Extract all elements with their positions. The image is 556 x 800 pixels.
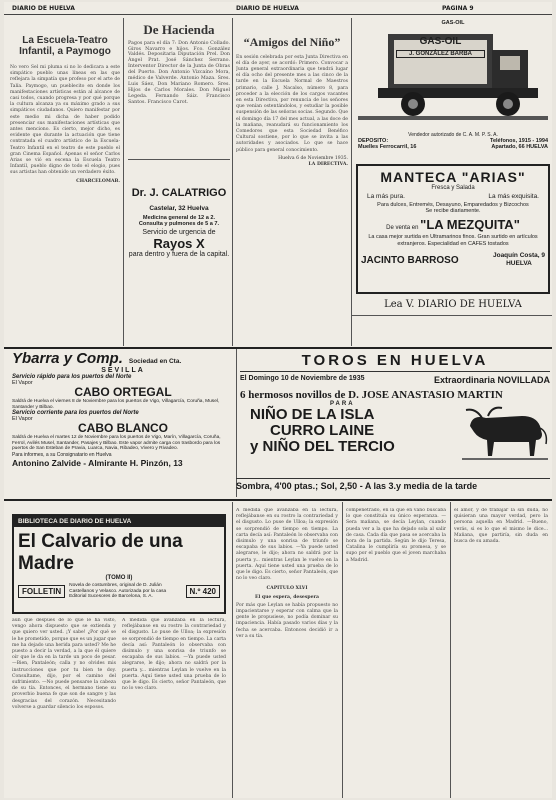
- mid-col-1: [122, 618, 226, 796]
- toros-title: TOROS EN HUELVA: [240, 352, 550, 372]
- toros-torero1: NIÑO DE LA ISLA: [250, 406, 375, 423]
- escuela-body: No vero Sel mi pluma si no lo dedicara a este simpático pueblo unas líneas en las que reflejara la simpatía que profeso por el arte de Talía. Paymogo, un pueblecito en donde los manifestaciones artísticas están al alcance de casi todos, cuando progresa y por qué porque la cultura alcanza ya su máximo grado a sus simpáticos ciudadanos. Quiero manifestar por este medio mi dicha de haber podido presenciar sus manifestaciones artísticas que antes menciono. Es cierto, mejor dicho, es evidente que durante la actuación que tiene contratada el cuadro artístico de la Escuela-Teatro Infantil en el teatro de este pueblo el gran Cinema Español. Apenas el señor Carlos Arias se vió en escena la Escuela Teatro Infantil, pueblo digno de todo el elogio, pues sus artistas han obtenido un verdadero éxito.: [10, 65, 120, 176]
- calatrigo-title: Dr. J. CALATRIGO: [131, 187, 227, 199]
- amigos-sign: LA DIRECTIVA.: [308, 162, 348, 168]
- toros-novillos: 6 hermosos novillos de D. JOSE ANASTASIO MARTIN: [240, 389, 503, 401]
- ybarra-agent: Antonino Zalvide - Almirante H. Pinzón, 13: [12, 457, 183, 468]
- toros-torero3: y NIÑO DEL TERCIO: [250, 438, 395, 455]
- manteca-addr2: HUELVA: [506, 260, 532, 267]
- mid-body4: el amor, y de trabajar la sin duda, no quisieran una mayor verdad, pero la persona aquella en Madrid. —Bueno, verás, si es lo que el mismo le dice... Mañana, que partiría, sin duda en busca de su amada.: [454, 508, 548, 545]
- ybarra-service2: Servicio corriente para los puertos del Norte: [12, 410, 139, 417]
- calatrigo-scope: para dentro y fuera de la capital.: [128, 250, 230, 258]
- mid-body1-cont: A medida que avanzaba en la lectura, reflejábanse en su rostro la contrariedad y el disgusto. Lo puse de Ulloa; la expresión se sorprendió de tiempo en tiempo. La carta decía así: Pantaleón lo observaba con disimulo y una sonrisa de triunfo se escapaba de sus labios. —Ya puede usted alegrarse, le dijo; ahora no saldrá por la puerta y... mientras Leylan le vuelve en la puerta. Aquí tiene usted una prueba de lo que le digo. Es cierto, señor Pantaleón, que no lo veo claro.: [236, 508, 338, 582]
- hacienda-article: [128, 20, 230, 160]
- gasoil-apartado: Apartado, 66 HUELVA: [491, 144, 548, 150]
- ybarra-ship2-route: Saldrá de Huelva el martes 12 de Noviembre para los puertos de Vigo, Marín, Villagarcía, Coruña, Ferrol, Avilés Musel, Santander, Pasajes y Bilbao. Este vapor admite carga con trasbordo para los puertos de San Esteban de Pravia, Luarca, Navia, Ribadeo, Vivero y Rivadeo.: [12, 435, 221, 452]
- ybarra-info: Para informes, a su Consignatario en Huelva: [12, 451, 112, 458]
- toros-para: PARA: [330, 401, 355, 407]
- gasoil-header: GAS-OIL: [441, 20, 465, 26]
- manteca-subtitle: Fresca y Salada: [431, 185, 475, 191]
- hacienda-title: De Hacienda: [143, 22, 215, 37]
- calvario-title: El Calvario de una Madre: [18, 531, 183, 574]
- hacienda-body: Pagos para el día 7: Don Antonio Collado. Giros Navarro e hijos. Fco. González Valdés. Depositaria Diputación Prel. Don Ángel Prat. José Sánchez Serrano. Interventor Director de la Junta de Obras del Puerto. Don Antonio Vizcaíno Mora, médico de Valverde. Antonio Maza. Sres. Luis Sáez, Don Mariano Romero. Sres. Hijos de Carlos Morales. Don Miguel Legeda. Fernando Sáiz. Francisco Santos. Francisco Carot.: [128, 40, 230, 105]
- toros-prices: Sombra, 4'00 ptas.; Sol, 2,50 - A las 3.y media de la tarde: [236, 478, 550, 491]
- calatrigo-rayos: Rayos X: [153, 235, 205, 251]
- header-center: DIARIO DE HUELVA: [236, 5, 299, 12]
- toros-ad: [236, 352, 550, 497]
- escuela-title: La Escuela-Teatro Infantil, a Paymogo: [19, 35, 111, 57]
- lea-diario-ad: Lea V. DIARIO DE HUELVA: [384, 299, 522, 310]
- manteca-addr1: Joaquín Costa, 9: [492, 252, 545, 259]
- calvario-note1: Novela de costumbres, original de D. Julián Castellanos y Velasco.: [69, 583, 162, 594]
- manteca-store-desc: La casa mejor surtida en Ultramarinos finos. Gran surtido en artículos extranjeros. Especialidad en CAFES tostados: [368, 234, 538, 247]
- calvario-folletin: FOLLETIN: [18, 585, 65, 598]
- calatrigo-address: Castelar, 32 Huelva: [149, 204, 209, 212]
- ybarra-vapor1: El Vapor: [12, 380, 33, 386]
- calvario-note2: Autorizada por la casa Editorial Sucesores de Barcelona, S. A.: [69, 588, 167, 600]
- calvario-body: aun que después de lo que le ha visto, vengo ahora dispuesto que se extienda y que quiero ver usted. ¡Y sabe! ¿Por qué se le he prometido, porque que es un jugar que me ha dejado una herida para usted? Me he puesto a decir la verdad, a la que él quiere oír que le da en la tarde un poco de pesar. —Bien, Pantaleón; calla y no olvides mis instrucciones que por tu bien te doy. Consultame, dijo, por el camino del sufrimiento. —No puede pensarse la cabeza de su tía. Entonces, el hermano tiene su proverbio buena fe que son de sangre y las desgracias del corazón. Necesitando volverse a guardar silencio los esposos.: [12, 618, 116, 710]
- header-page: PAGINA 9: [442, 5, 474, 12]
- gasoil-address: Muelles Ferrocarril, 16: [358, 144, 417, 150]
- calvario-biblioteca: BIBLIOTECA DE DIARIO DE HUELVA: [14, 516, 224, 527]
- calvario-banner: [12, 514, 226, 614]
- mid-col-4: [454, 508, 548, 796]
- header-left: DIARIO DE HUELVA: [12, 5, 75, 12]
- mid-body1: A medida que avanzaba en la lectura, reflejábanse en su rostro la contrariedad y el disgusto. Lo puse de Ulloa; la expresión se sorprendió de tiempo en tiempo. La carta decía así: Pantaleón lo observaba con disimulo y una sonrisa de triunfo se escapaba de sus labios. —Ya puede usted alegrarse, le dijo; ahora no saldrá por la puerta y... mientras Leylan le vuelve en la puerta. Aquí tiene usted una prueba de lo que le digo. Es cierto, señor Pantaleón, que no lo veo claro.: [122, 618, 226, 692]
- gasoil-panel-sign: J. GONZÁLEZ BARBA: [396, 50, 485, 58]
- ybarra-soc: Sociedad en Cta.: [128, 358, 182, 365]
- manteca-uses: Para dulces, Entremés, Desayuno, Emparedados y Bizcochos: [377, 202, 529, 208]
- calatrigo-hours2: Consulta y pulmones de 5 a 7.: [138, 220, 220, 227]
- mid-chapter: CAPITULO XLVI: [266, 586, 308, 592]
- escuela-sign: CHARCELOMAB.: [76, 178, 120, 184]
- newspaper-page: [4, 2, 552, 798]
- gasoil-panel-text: GAS-OIL: [419, 36, 462, 47]
- calatrigo-ad: [128, 188, 230, 290]
- toros-date: El Domingo 10 de Noviembre de 1935: [240, 375, 365, 382]
- calvario-tomo: (TOMO II): [105, 575, 133, 581]
- manteca-owner: JACINTO BARROSO: [361, 254, 459, 266]
- mid-body2: Por más que Leylan se había propuesto no impacientarse y esperar con calma que la gente le propusiese, no podía dominar su impaciencia. Había pasado varios días y la fecha se acercaba. Entonces decidió ir a ver a su tía.: [236, 602, 338, 639]
- manteca-claim2: La más exquisita.: [488, 193, 539, 200]
- amigos-body: En sesión celebrada por esta Junta Directiva en el día de ayer, se acordó: Primero. Convocar a Junta general extraordinaria que tendrá lugar el día ocho del presente mes a las cinco de la tarde en la Escuela Normal de Maestros primario, calle J. Nacalso, número 8, para proceder a la elección de los cargos vacantes en esta Directiva, por renuncia de los señores que venían ostentándolos, y estudiar la posible suspensión de las señoras socias. Segundo. Que el domingo día 17 del mes actual, a las doce de la mañana, reanudará su funcionamiento los Comedores que esta Sociedad Benéfico Cultural sostiene, por lo que se invita a las autoridades y asociados. Lo que se hace público para general conocimiento.: [236, 54, 348, 153]
- amigos-article: [236, 32, 348, 342]
- ybarra-service1: Servicio rápido para los puertos del Norte: [12, 374, 132, 380]
- amigos-date: Huelva 6 de Noviembre 1935.: [278, 155, 348, 161]
- toros-torero2: CURRO LAINE: [270, 422, 375, 439]
- manteca-daily: Se recibe diariamente.: [425, 208, 481, 214]
- manteca-title: MANTECA "ARIAS": [380, 169, 526, 185]
- ybarra-sevilla: SEVILLA: [101, 367, 145, 374]
- ybarra-ship1-route: Saldrá de Huelva el viernes 8 de Noviembre para los puertos de Vigo, Villagarcía, Coruña, Musel, Santander y Bilbao.: [12, 399, 220, 410]
- ybarra-ship1: CABO ORTEGAL: [74, 385, 172, 399]
- calvario-text: [12, 618, 116, 796]
- gasoil-deposit: DEPOSITO:: [358, 138, 389, 144]
- page-header: [4, 2, 552, 15]
- bull-icon: [462, 404, 548, 462]
- ybarra-ship2: CABO BLANCO: [78, 421, 168, 436]
- gasoil-vendor: Vendedor autorizado de C. A. M. P. S. A.: [408, 132, 498, 138]
- ybarra-vapor2: El Vapor: [12, 416, 33, 423]
- manteca-ad: [356, 164, 550, 294]
- ybarra-ad: [12, 350, 234, 496]
- ybarra-title: Ybarra y Comp.: [12, 350, 123, 367]
- mid-col-2: [236, 508, 338, 796]
- mid-chapter-title: El que espera, desespera: [255, 594, 319, 600]
- manteca-mezquita: "LA MEZQUITA": [420, 217, 520, 232]
- gasoil-phones: Teléfonos, 1915 - 1994: [490, 138, 548, 144]
- manteca-claim1: La más pura.: [367, 193, 405, 200]
- calatrigo-hours1: Medicina general de 12 a 2.: [142, 214, 216, 221]
- toros-novillada: Extraordinaria NOVILLADA: [433, 375, 550, 385]
- calatrigo-urgency: Servicio de urgencia de: [142, 228, 216, 236]
- manteca-venta: De venta en: [386, 225, 419, 231]
- gasoil-ad: [358, 20, 548, 160]
- mid-body3: compenetrado, en la que en vano buscaba lo que constituía su único esperanza. —Sera mañana, se decía Leylan, cuando pueda ver a la que ha dejado sola al salir de casa. Cada día que pasa se acercaba la hora de la partida. Según le dijo Teresa, Catalina le cumpliría su promesa, y se supo por el pueblo que el joven marchaba a Madrid.: [346, 508, 446, 563]
- amigos-title: “Amigos del Niño”: [243, 35, 341, 49]
- mid-col-3: [346, 508, 446, 796]
- calvario-number: N.º 420: [186, 585, 221, 598]
- escuela-article: [10, 32, 120, 322]
